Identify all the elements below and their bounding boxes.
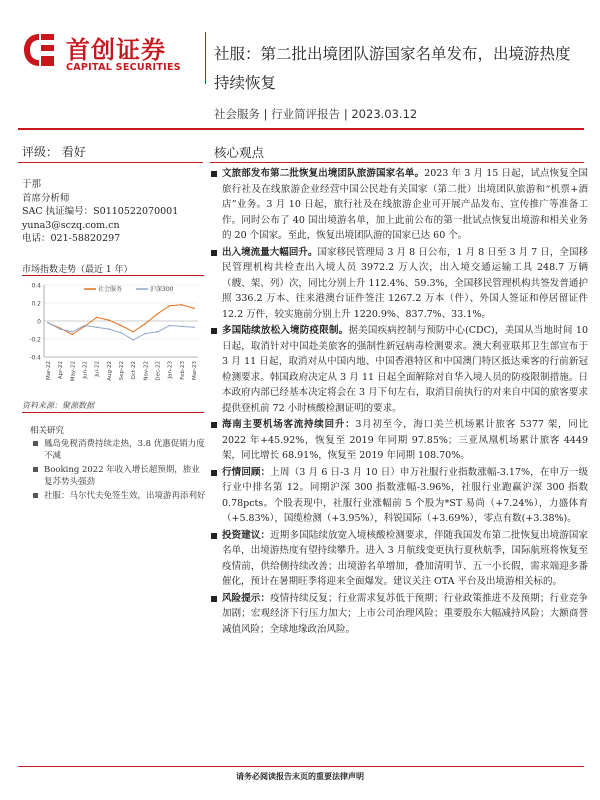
bullet-square-icon <box>211 250 217 256</box>
core-view-item <box>210 465 588 527</box>
x-tick-label: Jan-23 <box>167 361 174 379</box>
series-point-1 <box>84 325 86 327</box>
core-view-lead: 风险提示： <box>222 592 271 604</box>
series-point-1 <box>132 339 134 341</box>
analyst-info <box>22 178 178 246</box>
core-view-text: 上周（3 月 6 日-3 月 10 日）申万社服行业指数涨幅-3.17%，在申万一级行业中排名第 12。同期沪深 300 指数涨幅-3.96%，社服行业跑赢沪深 300 指数 0.78pcts。个股表现中，社服行业涨幅前 5 个股为*ST 易尚（+7.24%），力盛体育（+5.83%），国缆检测（+3.95%），科锐国际（+3.69%），零点有数(+3.38%)。 <box>222 466 588 524</box>
company-logo <box>22 28 202 78</box>
chart-source: 资料来源：聚源数据 <box>22 401 94 410</box>
core-view-text: 疫情持续反复；行业需求复苏低于预期；行业政策推进不及预期；行业竞争加剧；宏观经济下行压力加大；上市公司治理风险；重要股东大幅减持风险；大额商誉减值风险；全球地缘政治风险。 <box>222 592 588 635</box>
related-research-item[interactable] <box>24 438 206 462</box>
report-title: 社服：第二批出境团队游国家名单发布，出境游热度持续恢复 <box>214 45 571 92</box>
related-research-list <box>24 438 206 504</box>
series-point-1 <box>47 322 49 324</box>
series-point-0 <box>193 308 195 310</box>
rating-label: 评级： 看好 <box>22 145 86 159</box>
x-tick-label: Mar-23 <box>192 361 198 381</box>
analyst-role: 首席分析师 <box>22 192 70 204</box>
bullet-square-icon <box>211 328 217 334</box>
series-point-0 <box>132 331 134 333</box>
market-index-chart <box>22 277 204 397</box>
y-tick-label: -0.4 <box>29 354 41 362</box>
x-tick-label: Aug-22 <box>106 361 113 381</box>
x-tick-label: Feb-23 <box>179 361 186 380</box>
related-research-text: Booking 2022 年收入增长超预期，旅业复苏势头强劲 <box>44 465 200 487</box>
core-view-text: 3月初至今，海口美兰机场累计旅客 5377 架，同比 2022 年+45.92%，恢复至 2019 年同期 97.85%；三亚凤凰机场累计旅客 4449 架，同比增长 68.91%，恢复至 2019 年同期 108.70%。 <box>222 419 588 461</box>
core-view-text: 国家移民管理局 3 月 8 日公布，1 月 8 日至 3 月 7 日，全国移民管理机构共检查出入境人员 3972.2 万人次，出入境交通运输工具 248.7 万辆（艘、架、列）次，同比分别上升 112.4%、59.3%，全国移民管理机构共签发普通护照 336.2 万本、往来港澳台证件签注 1267.2 万本（件）、外国人签证和停居留证件 12.2 万件，较实施前分别上升 1220.9%、837.7%、33.1%。 <box>222 246 588 320</box>
series-point-1 <box>120 332 122 334</box>
core-view-item <box>210 417 588 464</box>
analyst-name: 于那 <box>22 179 42 190</box>
rating-rule <box>18 162 203 163</box>
series-point-0 <box>96 317 98 319</box>
legend-label: 社会服务 <box>98 286 123 293</box>
core-views-list <box>210 166 588 638</box>
series-point-0 <box>72 334 74 336</box>
y-tick-label: -0.2 <box>29 336 41 344</box>
related-research-title: 相关研究 <box>30 426 65 436</box>
series-point-0 <box>108 319 110 321</box>
series-point-0 <box>181 304 183 306</box>
bullet-square-icon <box>33 467 38 472</box>
bullet-square-icon <box>33 493 38 498</box>
capital-securities-logo-icon <box>22 32 56 68</box>
series-point-0 <box>145 323 147 325</box>
chart-title: 市场指数走势（最近 1 年） <box>22 265 133 275</box>
x-tick-label: Apr-22 <box>58 361 65 380</box>
series-point-0 <box>169 305 171 307</box>
core-view-lead: 海南主要机场客流持续回升： <box>222 419 356 430</box>
series-point-1 <box>169 325 171 327</box>
header-divider <box>205 32 206 84</box>
bullet-square-icon <box>211 596 217 602</box>
x-tick-label: Nov-22 <box>143 361 150 381</box>
footer-rule <box>18 766 584 767</box>
x-tick-label: Jun-22 <box>82 361 89 379</box>
series-point-1 <box>72 331 74 333</box>
related-research-item[interactable] <box>24 490 206 502</box>
core-view-lead: 出入境流量大幅回升。 <box>222 246 318 258</box>
header-rule <box>18 128 584 130</box>
bullet-square-icon <box>211 470 217 476</box>
x-tick-label: Dec-22 <box>155 361 162 381</box>
core-view-item <box>210 166 588 244</box>
x-tick-label: Oct-22 <box>131 361 138 380</box>
core-view-item <box>210 245 588 323</box>
series-point-1 <box>108 328 110 330</box>
logo-name-en: CAPITAL SECURITIES <box>66 62 181 73</box>
report-subtitle: 社会服务 | 行业简评报告 | 2023.03.12 <box>214 107 418 121</box>
series-point-0 <box>120 325 122 327</box>
series-point-1 <box>96 327 98 329</box>
related-research-text: 社服：马尔代夫免签生效，出境游再添利好 <box>44 491 206 501</box>
related-research-item[interactable] <box>24 464 206 488</box>
analyst-sac: SAC 执证编号：S0110522070001 <box>22 206 179 217</box>
series-point-1 <box>145 333 147 335</box>
series-point-1 <box>157 331 159 333</box>
core-view-text: 据美国疾病控制与预防中心(CDC)，美国从当地时间 10 日起，取消针对中国赴美旅客的强制性新冠病毒检测要求。澳大利亚联邦卫生部宣布于 3 月 11 日起，取消对从中国内地、中国香港特区和中国澳门特区抵达乘客的行前新冠检测要求。韩国政府决定从 3 月 11 日起全面解除对自华入境人员的防疫限制措施。日本政府内部已经基本决定将会在 3 月下旬左右，取消目前执行的对来自中国的旅客要求提供登机前 72 小时核酸检测证明的要求。 <box>222 325 588 414</box>
core-view-text: 近期多国陆续放宽入境核酸检测要求，伴随我国发布第二批恢复出境游国家名单，出境游热度有望持续攀升。进入 3 月航线变更执行夏秋航季，国际航班将恢复至疫情前，供给侧持续改善；出境游名单增加，叠加清明节、五一小长假，需求端迎多番催化，预计在暑期旺季将迎来全面爆发。建议关注 OTA 平台及出境游相关标的。 <box>222 529 588 587</box>
x-tick-label: Sep-22 <box>119 361 125 381</box>
x-tick-label: Jul-22 <box>94 361 101 377</box>
logo-name-cn: 首创证券 <box>66 36 166 64</box>
related-research-text: 鳳岛免税消费持续走热，3.8 优惠促销力度不减 <box>44 439 205 461</box>
core-view-item <box>210 528 588 590</box>
core-view-text: 2023 年 3 月 15 日起，试点恢复全国旅行社及在线旅游企业经营中国公民赴有关国家（第二批）出境团队旅游和“机票+酒店”业务。3 月 10 日起，旅行社及在线旅游企业可开展产品发布、宣传推广等准备工作。同时公布了 40 国出境游名单，加上此前公布的第一批试点恢复出境游和相关业务的 20 个国家。至此，恢复出境团队游的国家已达 60 个。 <box>222 168 588 241</box>
analyst-email[interactable]: yuna3@sczq.com.cn <box>22 219 120 231</box>
core-view-lead: 文旅部发布第二批恢复出境团队旅游国家名单。 <box>222 168 425 179</box>
core-views-heading: 核心观点 <box>214 145 265 160</box>
core-view-item <box>210 323 588 416</box>
analyst-phone: 电话：021-58820297 <box>22 233 121 244</box>
y-tick-label: 0 <box>37 318 41 326</box>
x-tick-label: Mar-22 <box>46 361 52 381</box>
series-point-0 <box>157 313 159 315</box>
core-view-item <box>210 591 588 638</box>
bullet-square-icon <box>211 422 217 428</box>
series-point-1 <box>181 326 183 328</box>
chart-bottom-rule <box>22 412 204 413</box>
bullet-square-icon <box>211 171 217 177</box>
series-point-1 <box>193 327 195 329</box>
x-tick-label: May-22 <box>70 361 77 382</box>
core-view-lead: 多国陆续放松入境防疫限制。 <box>222 325 349 336</box>
core-view-lead: 投资建议： <box>222 529 271 541</box>
core-view-lead: 行情回顾： <box>222 466 271 478</box>
legend-label: 沪深300 <box>150 286 174 293</box>
y-tick-label: 0.2 <box>31 300 41 308</box>
series-point-1 <box>59 328 61 330</box>
series-line-0 <box>48 305 194 335</box>
bullet-square-icon <box>211 533 217 539</box>
core-views-rule <box>210 162 584 163</box>
y-tick-label: 0.4 <box>31 282 41 290</box>
footer-disclaimer: 请务必阅读报告末页的重要法律声明 <box>236 771 364 781</box>
chart-top-rule <box>22 275 204 276</box>
bullet-square-icon <box>33 441 38 446</box>
